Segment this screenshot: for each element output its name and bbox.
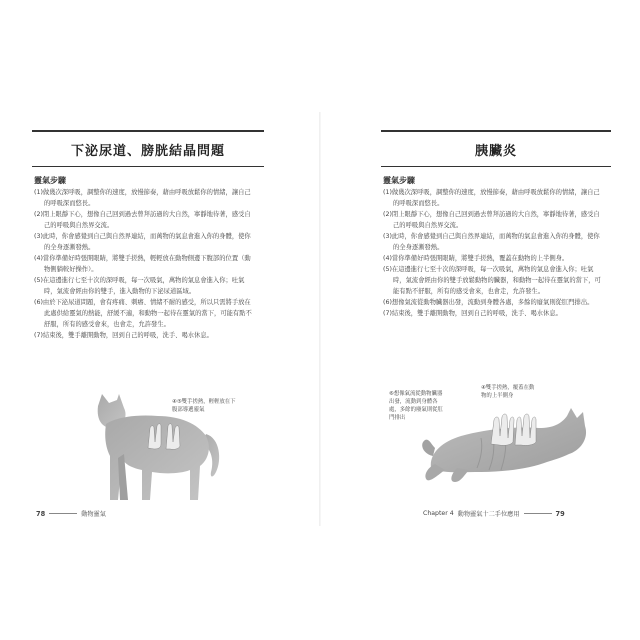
right-page-number: 79	[555, 509, 565, 518]
right-note-flow: ⑥想像氣流從動物臟器出發，流動到身體各處，多餘的廢氣則從肛門排出	[389, 391, 443, 421]
list-item: (2)閉上眼靜下心，想像自己回到過去曾拜訪過的大自然，寧靜地待著，感受自己的呼吸與自然界交流。	[383, 211, 600, 229]
right-steps-list	[383, 187, 605, 319]
footer-rule	[49, 513, 77, 514]
footer-rule	[524, 513, 552, 514]
right-page-title: 胰臟炎	[474, 143, 517, 159]
list-item: (7)結束後，雙手離開動物，回到自己的呼吸，洗手、喝水休息。	[383, 310, 562, 317]
left-page-title: 下泌尿道、膀胱結晶問題	[70, 143, 225, 159]
list-item: (2)閉上眼靜下心，想像自己回到過去曾拜訪過的大自然，寧靜地待著，感受自己的呼吸與自然界交流。	[34, 211, 251, 229]
list-item: (4)當你準備好時張開眼睛，將雙手搓熱，覆蓋在動物的上半側身。	[383, 255, 569, 262]
list-item: (7)結束後，雙手離開動物，回到自己的呼吸，洗手、喝水休息。	[34, 332, 213, 339]
right-note-hands: ④雙手搓熱，覆蓋在動物的上半側身	[481, 385, 535, 399]
left-running-head: 動物靈氣	[81, 511, 106, 518]
left-section-heading: 靈氣步驟	[34, 176, 66, 185]
book-spread	[22, 112, 618, 526]
list-item: (6)由於下泌尿道問題，會有疼痛、刺癢、情緒不耐的感受，所以只需將手放在此處供給靈氣的熱能，舒緩不適，和動物一起待在靈氣的當下，可能有點不舒服，所有的感受會來，也會走，允許發生。	[34, 299, 252, 328]
left-footer	[36, 509, 106, 518]
right-title-bar	[381, 130, 611, 167]
right-footer	[423, 509, 565, 518]
hands-icon	[146, 422, 184, 450]
list-item: (6)想像氣流從動物臟器出發，流動到身體各處，多餘的廢氣則從肛門排出。	[383, 299, 594, 306]
left-illustration-note: ④⑤雙手搓熱，輕輕放在下腹部導遞靈氣	[172, 399, 236, 413]
right-chapter-label: Chapter 4	[423, 510, 454, 517]
left-page-number: 78	[36, 509, 46, 518]
right-page	[321, 112, 618, 526]
left-steps-list	[34, 187, 256, 341]
right-running-head: 動物靈氣十二手位應用	[457, 511, 520, 518]
right-section-heading: 靈氣步驟	[383, 176, 415, 185]
hands-icon	[489, 412, 539, 446]
list-item: (5)在這邊進行七至十次的深呼吸，每一次吸氣，萬物的氣息會進入你；吐氣時，氣流會經由你的雙手放鬆動物的臟器，和動物一起待在靈氣的當下，可能有點不舒服，所有的感受會來，也會走，允許發生。	[383, 266, 601, 295]
left-page	[22, 112, 319, 526]
list-item: (1)做幾次深呼吸，調整你的速度，放慢節奏，藉由呼吸放鬆你的情緒，讓自己的呼吸深而悠長。	[383, 189, 600, 207]
list-item: (1)做幾次深呼吸，調整你的速度，放慢節奏，藉由呼吸放鬆你的情緒，讓自己的呼吸深而悠長。	[34, 189, 251, 207]
list-item: (3)此時，你會感覺到自己與自然界連結，而萬物的氣息會進入你的身體，使你的全身逐漸發熱。	[383, 233, 600, 251]
list-item: (3)此時，你會感覺到自己與自然界連結，而萬物的氣息會進入你的身體，使你的全身逐漸發熱。	[34, 233, 251, 251]
list-item: (4)當你準備好時張開眼睛，將雙手搓熱，輕輕放在動物側邊下腹部的位置（動物側躺較好操作）。	[34, 255, 251, 273]
list-item: (5)在這邊進行七至十次的深呼吸，每一次吸氣，萬物的氣息會進入你；吐氣時，氣流會經由你的雙手，進入動物的下泌尿道區域。	[34, 277, 245, 295]
left-title-bar	[32, 130, 264, 167]
